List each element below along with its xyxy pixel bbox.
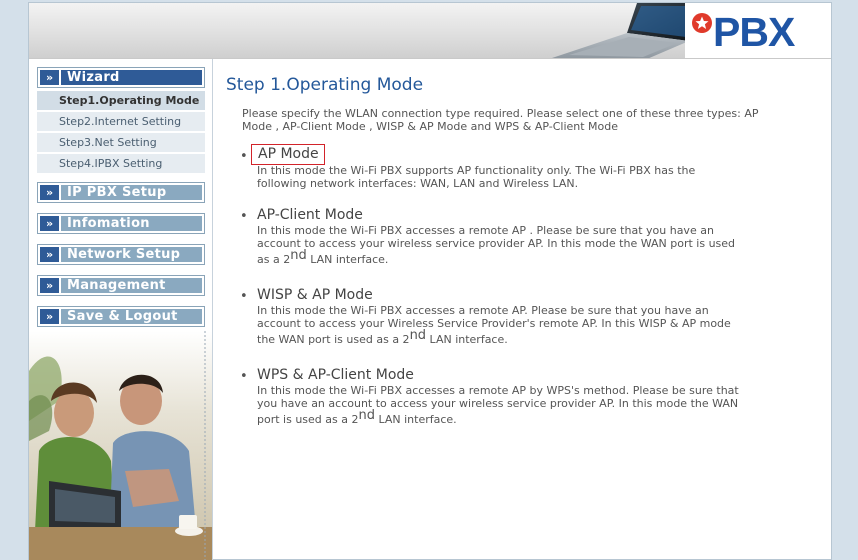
menu-information[interactable]: » Infomation [37, 213, 205, 234]
mode-ap-title[interactable]: AP Mode [251, 144, 325, 165]
mode-wisp-ap [240, 286, 820, 346]
sidebar-nav [29, 59, 213, 560]
laptop-image [519, 3, 699, 59]
chevron-double-right-icon: » [40, 309, 61, 324]
bullet-icon: • [240, 369, 248, 384]
bullet-icon: • [240, 289, 248, 304]
mode-ap-client [240, 206, 820, 266]
menu-ip-pbx-setup[interactable]: » IP PBX Setup [37, 182, 205, 203]
mode-wps-ap-client-description: In this mode the Wi-Fi PBX accesses a remote AP by WPS's method. Please be sure that you have an account to access your wireless service provider AP. In this mode the WAN port is used as a 2nd LAN interface. [257, 384, 739, 426]
menu-network-setup[interactable]: » Network Setup [37, 244, 205, 265]
brand-logo: PBX [713, 9, 795, 55]
wizard-step1-link[interactable]: Step1.Operating Mode [37, 91, 205, 111]
mode-wps-ap-client [240, 366, 820, 426]
menu-save-logout[interactable]: » Save & Logout [37, 306, 205, 327]
mode-ap-client-description: In this mode the Wi-Fi PBX accesses a remote AP . Please be sure that you have an account to access your wireless service provider AP. In this mode the WAN port is used as a 2nd LAN interface. [257, 224, 736, 266]
chevron-double-right-icon: » [40, 216, 61, 231]
bullet-icon: • [240, 149, 248, 164]
wizard-step2-link[interactable]: Step2.Internet Setting [37, 112, 205, 132]
menu-management[interactable]: » Management [37, 275, 205, 296]
wizard-step3-link[interactable]: Step3.Net Setting [37, 133, 205, 153]
bullet-icon: • [240, 209, 248, 224]
header-banner [29, 3, 831, 59]
page-frame [28, 2, 832, 560]
mode-ap-client-title[interactable]: AP-Client Mode [257, 207, 363, 223]
mode-ap [240, 146, 820, 190]
intro-text: Please specify the WLAN connection type required. Please select one of these three types: AP Mode , AP-Client Mode , WISP & AP Mode and WPS & AP-Client Mode [242, 107, 759, 133]
mode-wisp-ap-description: In this mode the Wi-Fi PBX accesses a remote AP. Please be sure that you have an account to access your Wireless Service Provider's remote AP. In this WISP & AP mode the WAN port is used as a 2nd LAN interface. [257, 304, 731, 346]
mode-wisp-ap-title[interactable]: WISP & AP Mode [257, 287, 373, 303]
menu-wizard[interactable]: » Wizard [37, 67, 205, 88]
chevron-double-right-icon: » [40, 247, 61, 262]
page-title: Step 1.Operating Mode [226, 75, 424, 95]
mode-ap-description: In this mode the Wi-Fi PBX supports AP functionality only. The Wi-Fi PBX has the following network interfaces: WAN, LAN and Wireless LAN. [257, 164, 696, 190]
chevron-double-right-icon: » [40, 70, 61, 85]
couple-photo [29, 331, 213, 560]
chevron-double-right-icon: » [40, 278, 61, 293]
wizard-step4-link[interactable]: Step4.IPBX Setting [37, 154, 205, 174]
mode-wps-ap-client-title[interactable]: WPS & AP-Client Mode [257, 367, 414, 383]
chevron-double-right-icon: » [40, 185, 61, 200]
